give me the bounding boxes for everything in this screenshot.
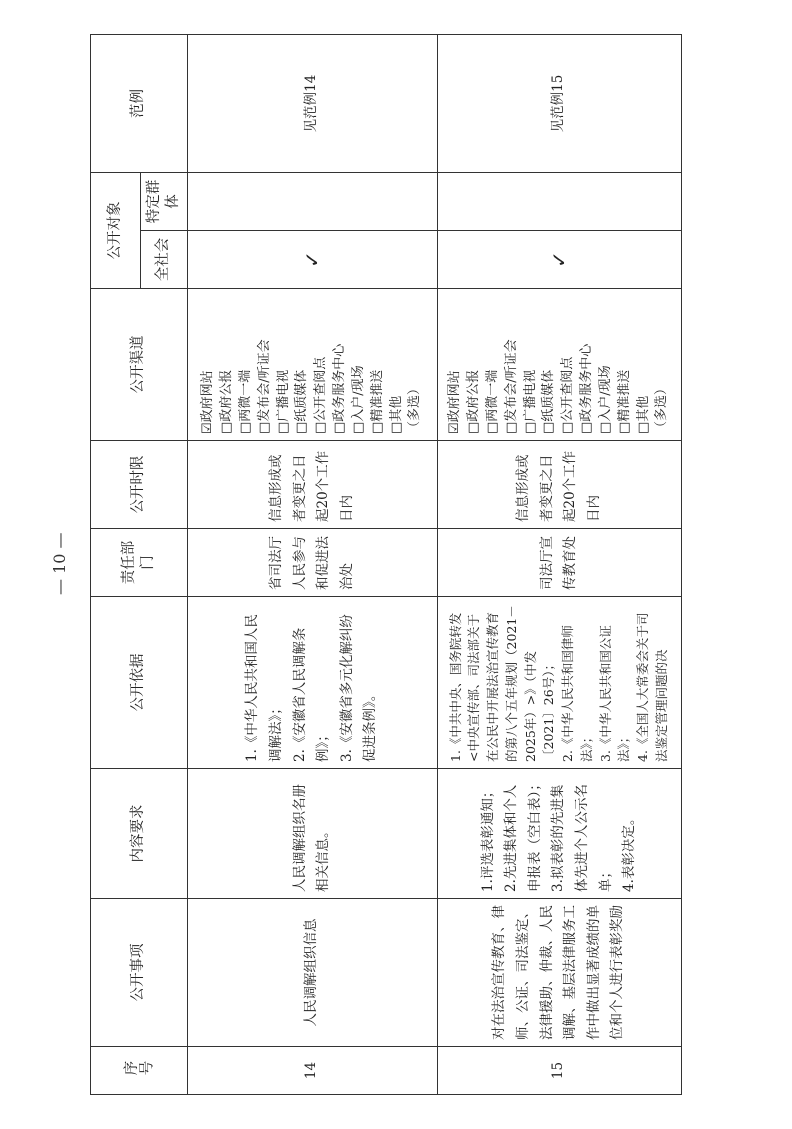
channel-item: □政府公报 xyxy=(218,369,234,434)
row-dept: 省司法厅人民参与和促进法治处 xyxy=(187,529,437,597)
header-example: 范例 xyxy=(91,35,188,173)
row-seq: 14 xyxy=(187,1047,437,1095)
row-channels xyxy=(187,289,437,441)
row-channels xyxy=(437,289,681,441)
channel-item: □政务服务中心 xyxy=(332,343,348,434)
channel-item: （多选） xyxy=(654,381,670,434)
channel-item: □精准推送 xyxy=(369,369,385,434)
channel-item: □精准推送 xyxy=(616,369,632,434)
channel-item: □两微一端 xyxy=(484,369,500,434)
table-row xyxy=(437,35,681,1095)
channel-item: □政务服务中心 xyxy=(579,343,595,434)
channel-item: □广播电视 xyxy=(522,369,538,434)
row-specific-group xyxy=(187,173,437,231)
row-content: 人民调解组织名册相关信息。 xyxy=(187,769,437,899)
row-seq: 15 xyxy=(437,1047,681,1095)
channel-item: □广播电视 xyxy=(275,369,291,434)
table-row xyxy=(187,35,437,1095)
header-target-specific: 特定群体 xyxy=(141,173,188,231)
channel-item: □纸质媒体 xyxy=(541,369,557,434)
channel-item: （多选） xyxy=(407,381,423,434)
header-basis: 公开依据 xyxy=(91,597,188,769)
channel-item: ☑政府网站 xyxy=(200,370,216,434)
header-item: 公开事项 xyxy=(91,899,188,1047)
channel-item: □发布会/听证会 xyxy=(256,339,272,434)
channel-item: □公开查阅点 xyxy=(560,356,576,434)
row-example: 见范例14 xyxy=(187,35,437,173)
header-dept: 责任部门 xyxy=(91,529,188,597)
channel-item: □政府公报 xyxy=(465,369,481,434)
row-dept: 司法厅宣传教育处 xyxy=(437,529,681,597)
channel-item: ☑政府网站 xyxy=(447,370,463,434)
disclosure-table xyxy=(90,34,682,1095)
channel-item: □入户/现场 xyxy=(350,365,366,434)
header-time-limit: 公开时限 xyxy=(91,441,188,529)
channel-item: □两微一端 xyxy=(237,369,253,434)
header-target-all: 全社会 xyxy=(141,231,188,289)
header-seq: 序号 xyxy=(91,1047,188,1095)
check-mark-icon: ✓ xyxy=(187,231,437,289)
channel-item: □入户/现场 xyxy=(597,365,613,434)
row-content: 1.评选表彰通知； 2.先进集体和个人申报表（空白表）； 3.拟表彰的先进集体先进个人公示名单； 4.表彰决定。 xyxy=(437,769,681,899)
header-target: 公开对象 xyxy=(91,173,141,289)
row-item: 人民调解组织信息 xyxy=(187,899,437,1047)
row-example: 见范例15 xyxy=(437,35,681,173)
row-basis: 1.《中共中央、国务院转发<中央宣传部、司法部关于在公民中开展法治宣传教育的第八个五年规划（2021－2025年）>》（中发〔2021〕26号）； 2.《中华人民共和国律师法》； 3.《中华人民共和国公证法》； 4.《全国人大常委会关于司法鉴定管理问题的决 xyxy=(437,597,681,769)
channel-item: □纸质媒体 xyxy=(294,369,310,434)
channel-item: □其他 xyxy=(388,395,404,434)
rotated-table-wrapper xyxy=(90,35,674,1095)
row-time-limit: 信息形成或者变更之日起20个工作日内 xyxy=(187,441,437,529)
row-item: 对在法治宣传教育、律师、公证、司法鉴定、法律援助、仲裁、人民调解、基层法律服务工作中做出显著成绩的单位和个人进行表彰奖励 xyxy=(437,899,681,1047)
channel-item: □其他 xyxy=(635,395,651,434)
row-specific-group xyxy=(437,173,681,231)
channel-item: □公开查阅点 xyxy=(313,356,329,434)
channel-item: □发布会/听证会 xyxy=(503,339,519,434)
header-channel: 公开渠道 xyxy=(91,289,188,441)
page-number: — 10 — xyxy=(50,532,69,595)
row-time-limit: 信息形成或者变更之日起20个工作日内 xyxy=(437,441,681,529)
header-content: 内容要求 xyxy=(91,769,188,899)
check-mark-icon: ✓ xyxy=(437,231,681,289)
row-basis: 1.《中华人民共和国人民调解法》； 2.《安徽省人民调解条例》； 3.《安徽省多元化解纠纷促进条例》。 xyxy=(187,597,437,769)
